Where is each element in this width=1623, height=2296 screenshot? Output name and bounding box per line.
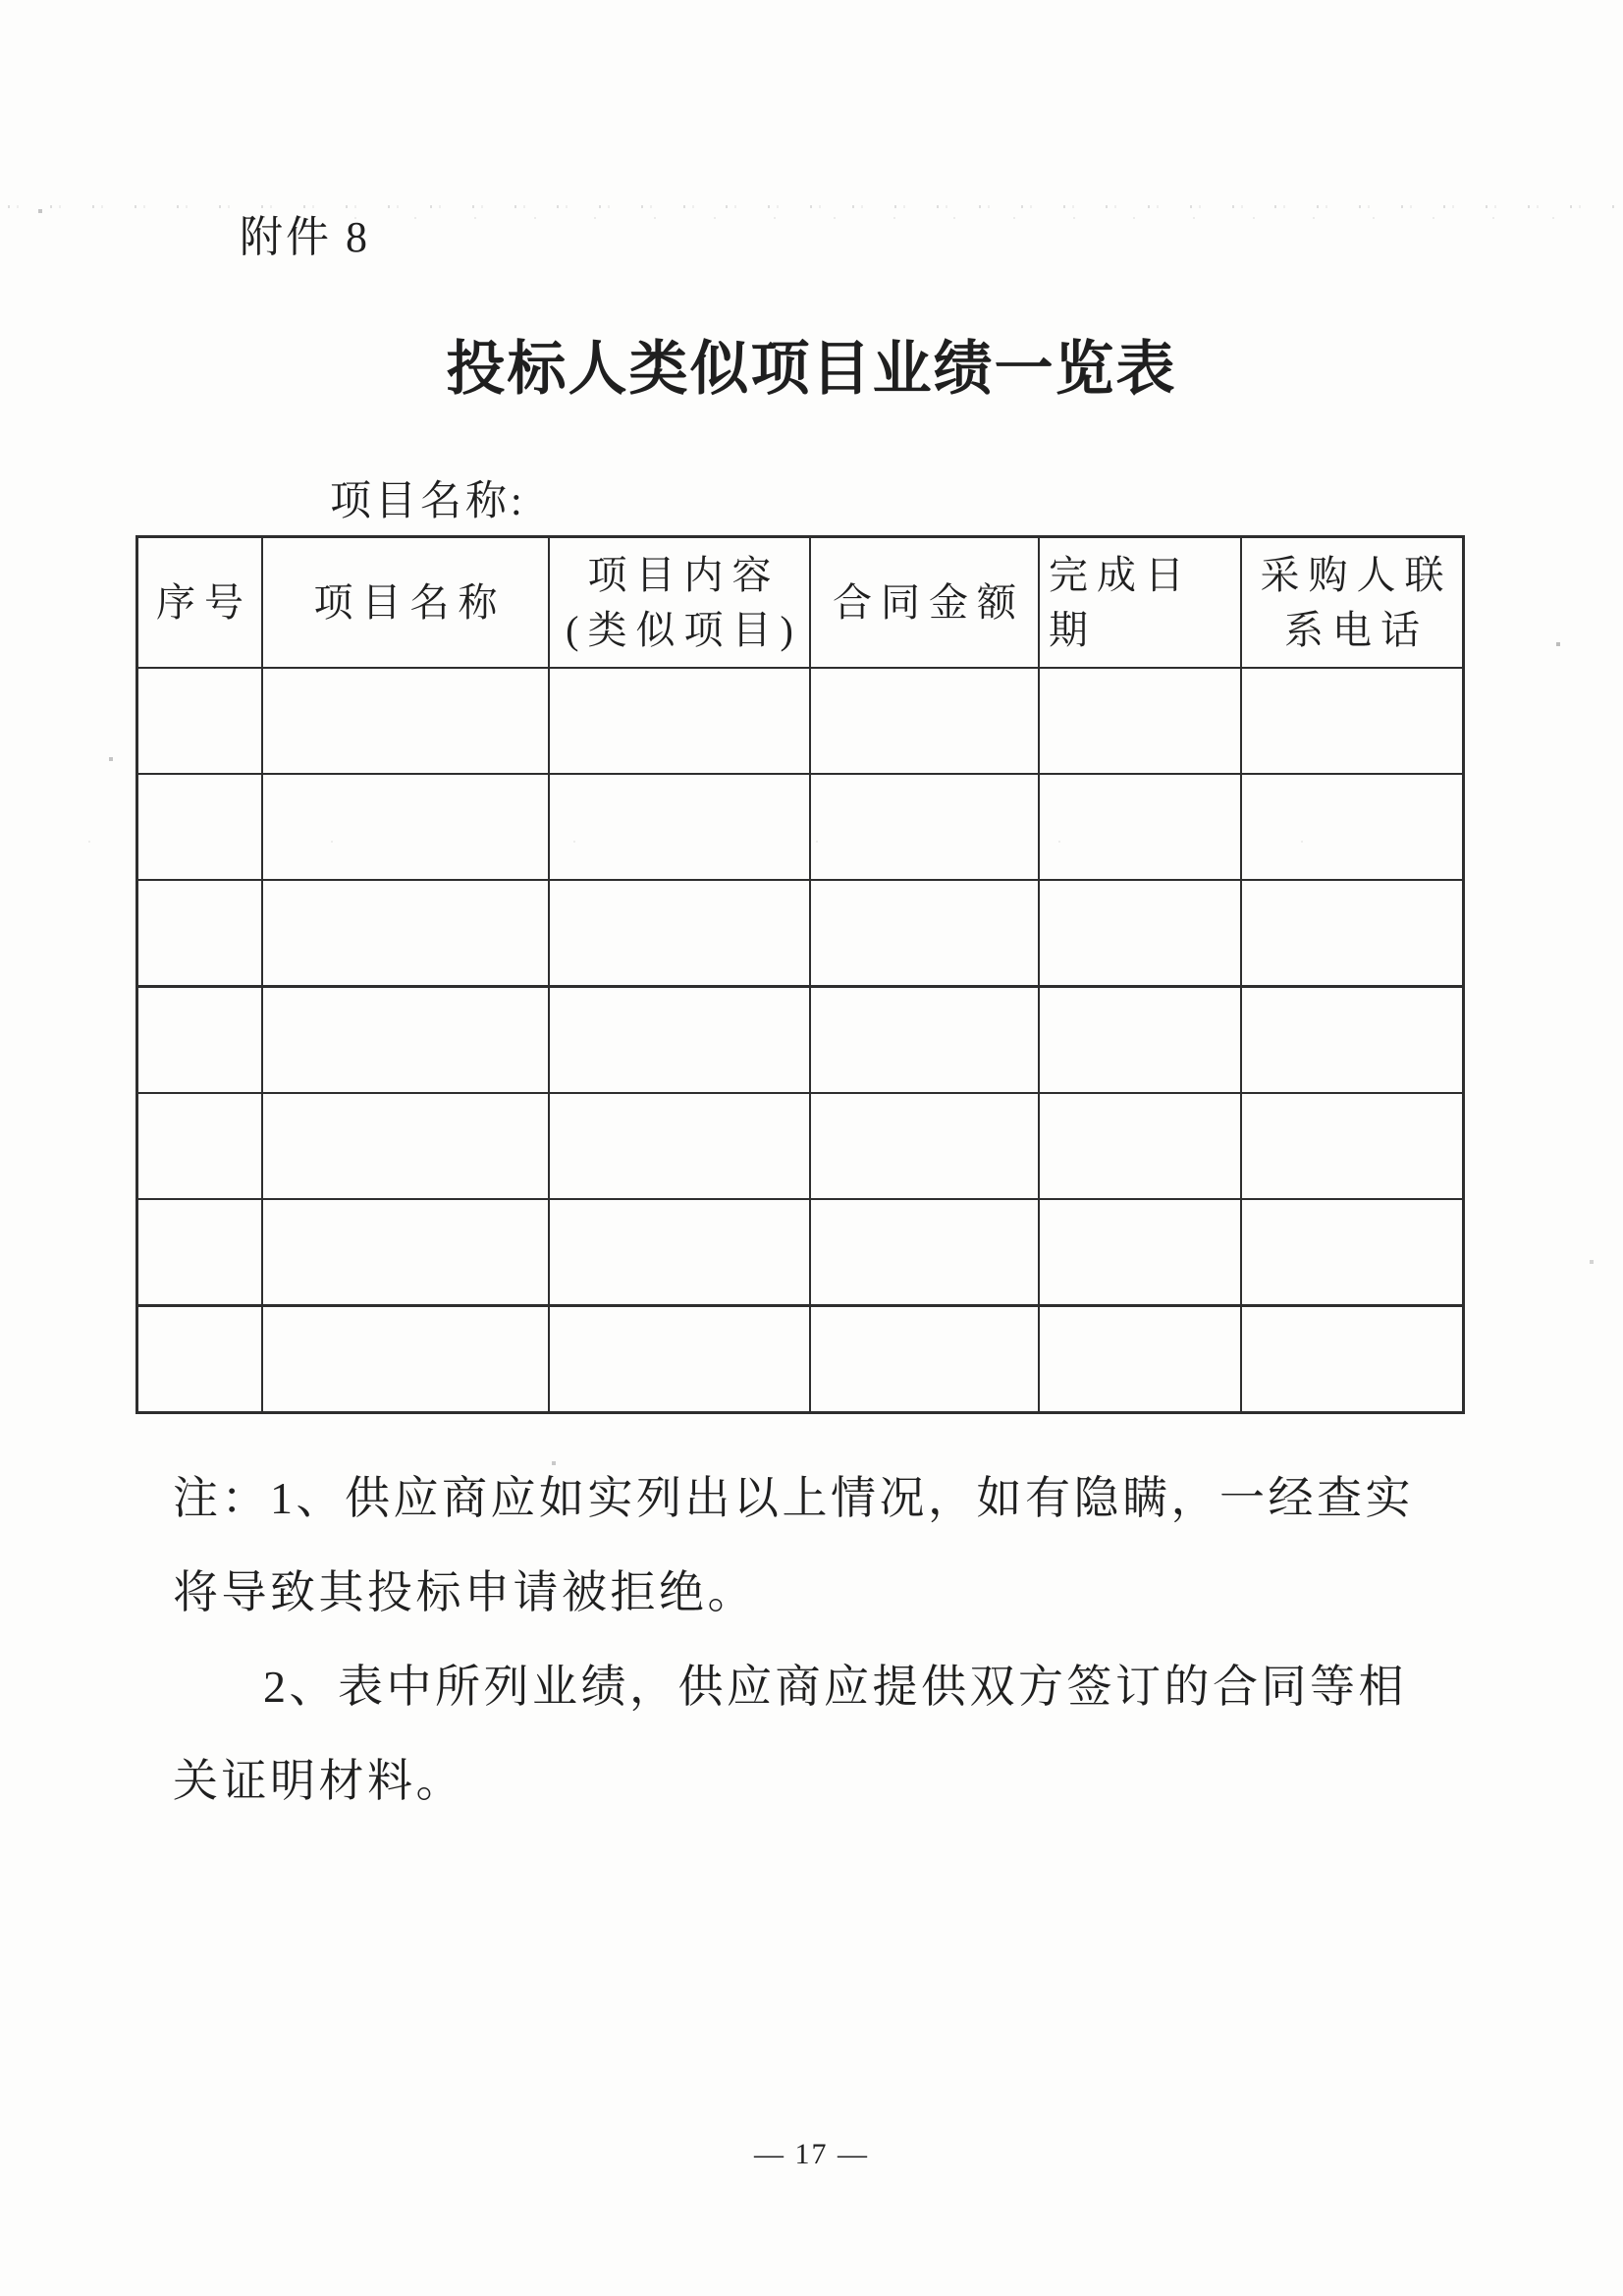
col-header-text: 项目名称 xyxy=(313,579,507,625)
col-header-text: 完成日期 xyxy=(1049,552,1193,652)
table-cell xyxy=(1242,1307,1462,1411)
table-cell xyxy=(1242,1200,1462,1307)
note-line-1: 注：1、供应商应如实列出以上情况，如有隐瞒，一经查实将导致其投标申请被拒绝。 xyxy=(173,1473,1414,1617)
table-cell xyxy=(550,775,811,881)
col-header-completion-date xyxy=(1040,538,1242,669)
table-cell xyxy=(811,775,1040,881)
col-header-text: 项目内容 xyxy=(587,552,781,597)
table-cell xyxy=(811,881,1040,988)
page-title: 投标人类似项目业绩一览表 xyxy=(446,337,1177,402)
table-row xyxy=(138,881,1462,988)
table-cell xyxy=(1040,775,1242,881)
scan-speckles xyxy=(0,0,2,2)
table-cell xyxy=(550,1307,811,1411)
col-header-contract-amount xyxy=(811,538,1040,669)
table-cell xyxy=(1040,1200,1242,1307)
attachment-label: 附件 8 xyxy=(240,213,370,261)
col-header-serial-number xyxy=(138,538,263,669)
table-cell xyxy=(1040,669,1242,775)
table-row xyxy=(138,669,1462,775)
table-cell xyxy=(550,1200,811,1307)
table-header-row xyxy=(138,538,1462,669)
performance-table xyxy=(135,535,1465,1414)
table-cell xyxy=(811,1094,1040,1200)
table-cell xyxy=(550,669,811,775)
table-cell xyxy=(550,1094,811,1200)
col-header-text: 系电话 xyxy=(1284,607,1429,652)
table-cell xyxy=(811,1307,1040,1411)
scan-noise-band xyxy=(8,205,1614,208)
table-cell xyxy=(263,669,550,775)
col-header-project-name xyxy=(263,538,550,669)
table-cell xyxy=(1040,881,1242,988)
col-header-text: 合同金额 xyxy=(833,579,1025,625)
table-row xyxy=(138,1200,1462,1307)
table-row xyxy=(138,1307,1462,1411)
table-cell xyxy=(263,988,550,1094)
table-cell xyxy=(811,988,1040,1094)
table-cell xyxy=(263,775,550,881)
table-cell xyxy=(1040,1307,1242,1411)
table-cell xyxy=(138,1094,263,1200)
table-cell xyxy=(811,1200,1040,1307)
table-cell xyxy=(263,1200,550,1307)
table-body xyxy=(138,669,1462,1411)
table-row xyxy=(138,775,1462,881)
table-cell xyxy=(1242,1094,1462,1200)
table-cell xyxy=(1242,669,1462,775)
table-cell xyxy=(263,1094,550,1200)
table-cell xyxy=(550,988,811,1094)
table-cell xyxy=(811,669,1040,775)
page-number: — 17 — xyxy=(754,2138,869,2170)
table-cell xyxy=(263,881,550,988)
table-cell xyxy=(138,988,263,1094)
col-header-text: 采购人联 xyxy=(1260,552,1453,597)
col-header-purchaser-phone xyxy=(1242,538,1462,669)
table-cell xyxy=(138,881,263,988)
notes-block xyxy=(173,1451,1422,1829)
table-cell xyxy=(1040,988,1242,1094)
table-cell xyxy=(550,881,811,988)
table-cell xyxy=(138,1307,263,1411)
table-cell xyxy=(138,1200,263,1307)
col-header-text: 序号 xyxy=(156,579,252,625)
table-cell xyxy=(138,775,263,881)
table-cell xyxy=(1040,1094,1242,1200)
col-header-project-content xyxy=(550,538,811,669)
table-cell xyxy=(1242,988,1462,1094)
table-cell xyxy=(1242,775,1462,881)
project-name-label: 项目名称: xyxy=(330,479,526,524)
note-line-2: 2、表中所列业绩，供应商应提供双方签订的合同等相关证明材料。 xyxy=(173,1662,1407,1806)
col-header-text: (类似项目) xyxy=(566,607,802,652)
table-row xyxy=(138,1094,1462,1200)
table-cell xyxy=(263,1307,550,1411)
table-cell xyxy=(1242,881,1462,988)
scan-noise-band xyxy=(295,217,1581,219)
table-row xyxy=(138,988,1462,1094)
table-cell xyxy=(138,669,263,775)
